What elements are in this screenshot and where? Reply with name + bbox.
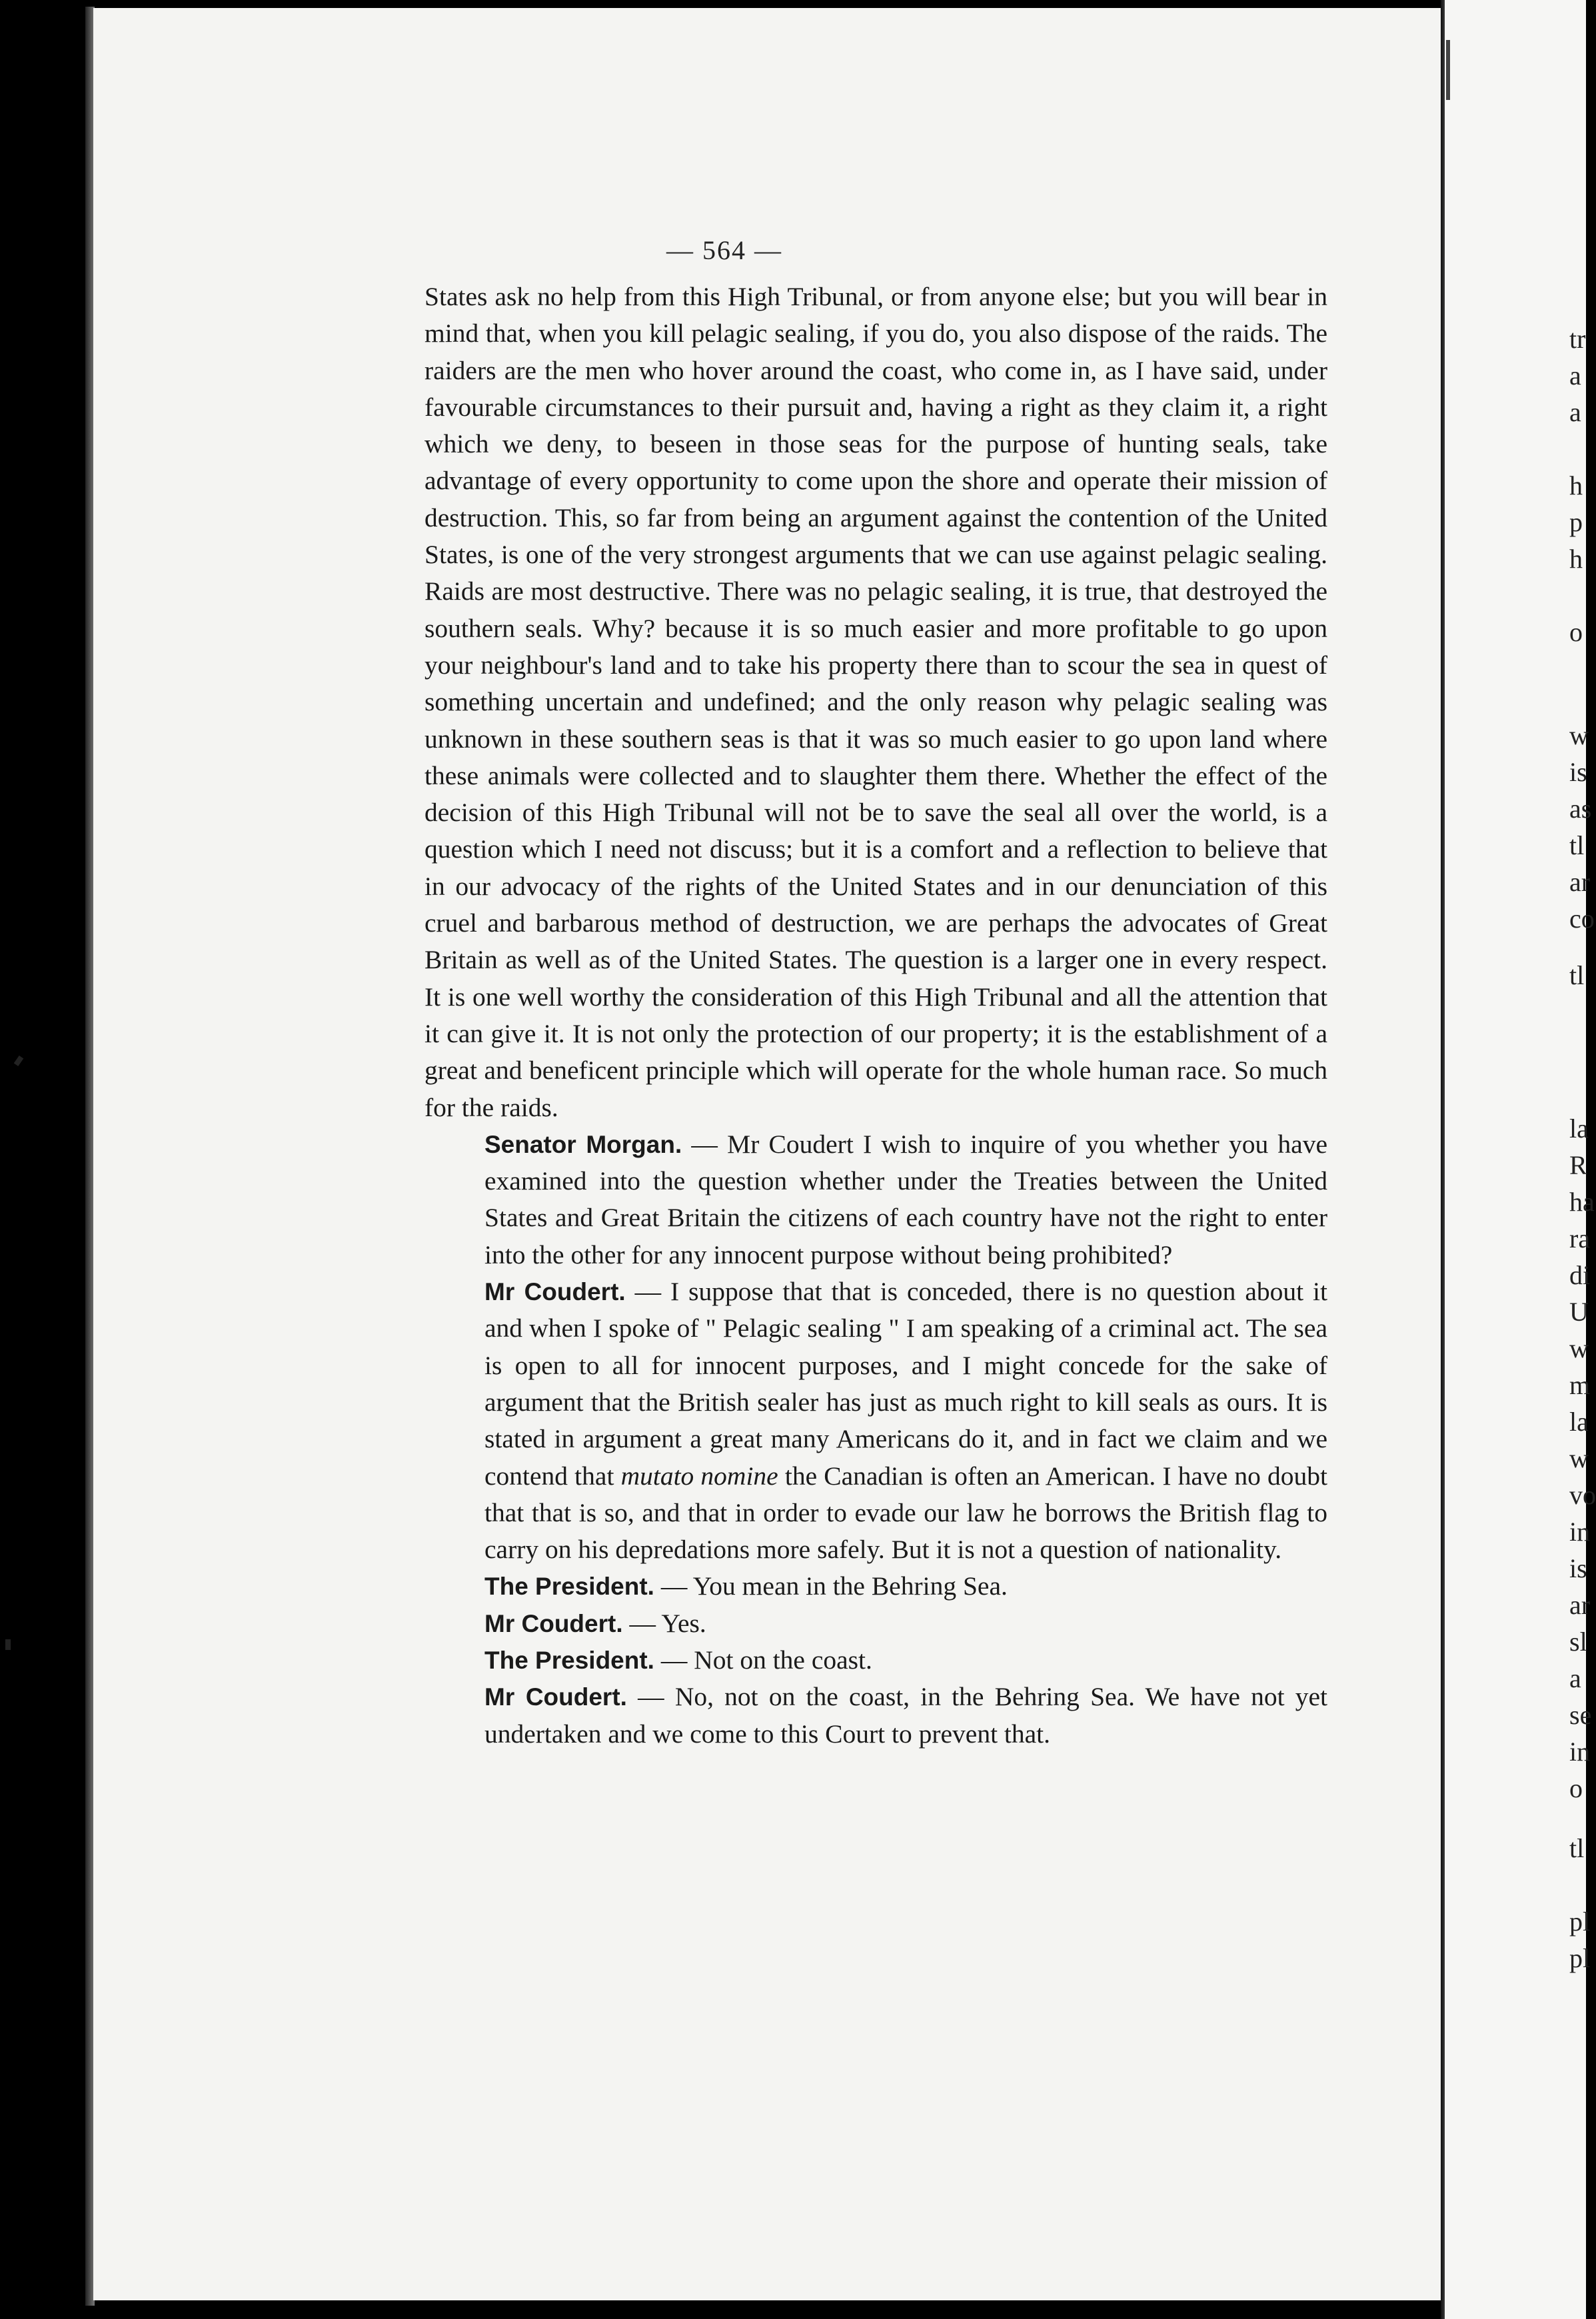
facing-page-fragment: di — [1569, 1260, 1591, 1290]
exchange-mr-coudert-3 — [424, 1679, 1327, 1753]
exchange-mr-coudert-1 — [424, 1273, 1327, 1568]
speech-text: — I suppose that that is conceded, there is no question about it and when I spoke of " Pelagic sealing " I am speaking of a criminal act. The sea is open to all for innocent purposes, and I might concede for the sake of argument that the British sealer has just as much right to kill seals as ours. It is stated in argument a great many Americans do it, and in fact we claim and we contend that — [484, 1277, 1327, 1491]
exchange-mr-coudert-2 — [424, 1605, 1327, 1642]
latin-phrase: mutato nomine — [620, 1461, 778, 1491]
speaker-name: The President. — [484, 1646, 654, 1674]
page-number: — 564 — — [666, 235, 782, 265]
facing-page-fragment: h — [1569, 544, 1583, 574]
speech-text: — Not on the coast. — [654, 1645, 872, 1675]
facing-page-fragment: w — [1569, 1333, 1589, 1363]
facing-page-fragment: tr — [1569, 324, 1586, 354]
facing-page-fragment: in — [1569, 1517, 1591, 1547]
speaker-name: Mr Coudert. — [484, 1278, 626, 1306]
scan-speck — [14, 1056, 24, 1066]
facing-page-fragment: se — [1569, 1700, 1592, 1730]
speaker-name: The President. — [484, 1573, 654, 1601]
facing-page — [1445, 0, 1586, 2319]
facing-page-fragment: U — [1569, 1297, 1589, 1327]
facing-page-fragment: m — [1569, 1370, 1591, 1400]
scan-speck — [1446, 40, 1450, 100]
facing-page-fragment: as — [1569, 794, 1592, 824]
speaker-name: Mr Coudert. — [484, 1683, 627, 1711]
facing-page-fragment: ar — [1569, 1590, 1591, 1620]
speech-text: — You mean in the Behring Sea. — [654, 1571, 1008, 1601]
page-body — [424, 279, 1327, 1753]
facing-page-fragment: h — [1569, 470, 1583, 500]
facing-page-fragment: tl — [1569, 960, 1585, 990]
speech-text-continued: the Canadian is often an American. I have no doubt that that is so, and that in order to evade our law he borrows the British flag to carry on his depredations more safely. But it is not a question of nationality. — [484, 1461, 1327, 1565]
facing-page-fragment: is — [1569, 1553, 1587, 1583]
facing-page-fragment: w — [1569, 720, 1589, 750]
facing-page-fragment: ha — [1569, 1187, 1595, 1217]
facing-page-fragment: pl — [1569, 1907, 1591, 1936]
facing-page-fragment: p — [1569, 507, 1583, 537]
speech-text: — Yes. — [622, 1608, 706, 1638]
facing-page-fragment: pl — [1569, 1943, 1591, 1973]
facing-page-fragment: la — [1569, 1407, 1589, 1437]
paragraph-raids: States ask no help from this High Tribunal, or from anyone else; but you will bear in mind that, when you kill pelagic sealing, if you do, you also dispose of the raids. The raiders are the men who hover around the coast, who come in, as I have said, under favourable circumstances to their pursuit and, having a right as they claim it, a right which we deny, to beseen in those seas for the purpose of hunting seals, take advantage of every opportunity to come upon the shore and operate their mission of destruction. This, so far from being an argument against the contention of the United States, is one of the very strongest arguments that we can use against pelagic sealing. Raids are most destructive. There was no pelagic sealing, it is true, that destroyed the southern seals. Why? because it is so much easier and more profitable to go upon your neighbour's land and to take his property there than to scour the sea in quest of something uncertain and undefined; and the only reason why pelagic sealing was unknown in these southern seas is that it was so much easier to go upon land where these animals were collected and to slaughter them there. Whether the effect of the decision of this High Tribunal will not be to save the seal all over the world, is a question which I need not discuss; but it is a comfort and a reflection to believe that in our advocacy of the rights of the United States and in our denunciation of this cruel and barbarous method of destruction, we are perhaps the advocates of Great Britain as well as of the United States. The question is a larger one in every respect. It is one well worthy the consideration of this High Tribunal and all the attention that it can give it. It is not only the protection of our property; it is the establishment of a great and beneficent principle which will operate for the whole human race. So much for the raids. — [424, 282, 1327, 1122]
facing-page-fragment: co — [1569, 904, 1595, 934]
facing-page-fragment: ra — [1569, 1223, 1591, 1253]
speech-text: — No, not on the coast, in the Behring Sea. We have not yet undertaken and we come to this Court to prevent that. — [484, 1682, 1328, 1749]
facing-page-fragment: o — [1569, 1773, 1583, 1803]
exchange-president-1 — [424, 1568, 1327, 1605]
facing-page-text-fragments — [1569, 0, 1596, 2319]
facing-page-fragment: R — [1569, 1150, 1587, 1180]
facing-page-fragment: a — [1569, 1663, 1581, 1693]
facing-page-fragment: o — [1569, 617, 1583, 647]
speaker-name: Mr Coudert. — [484, 1609, 623, 1637]
facing-page-fragment: a — [1569, 361, 1581, 390]
facing-page-fragment: w — [1569, 1443, 1589, 1473]
facing-page-fragment: la — [1569, 1114, 1589, 1144]
exchange-senator-morgan — [424, 1126, 1327, 1273]
facing-page-fragment: tl — [1569, 1833, 1585, 1863]
facing-page-fragment: a — [1569, 397, 1581, 427]
scan-speck — [5, 1639, 11, 1650]
facing-page-fragment: sl — [1569, 1627, 1587, 1657]
facing-page-fragment: tl — [1569, 830, 1585, 860]
facing-page-fragment: in — [1569, 1737, 1591, 1767]
facing-page-fragment: ar — [1569, 867, 1591, 897]
facing-page-fragment: vo — [1569, 1480, 1596, 1510]
speech-text: — Mr Coudert I wish to inquire of you whether you have examined into the question whether under the Treaties between the United States and Great Britain the citizens of each country have not the right to enter into the other for any innocent purpose without being prohibited? — [484, 1129, 1327, 1269]
facing-page-fragment: is — [1569, 757, 1587, 787]
exchange-president-2 — [424, 1642, 1327, 1679]
speaker-name: Senator Morgan. — [484, 1130, 682, 1158]
